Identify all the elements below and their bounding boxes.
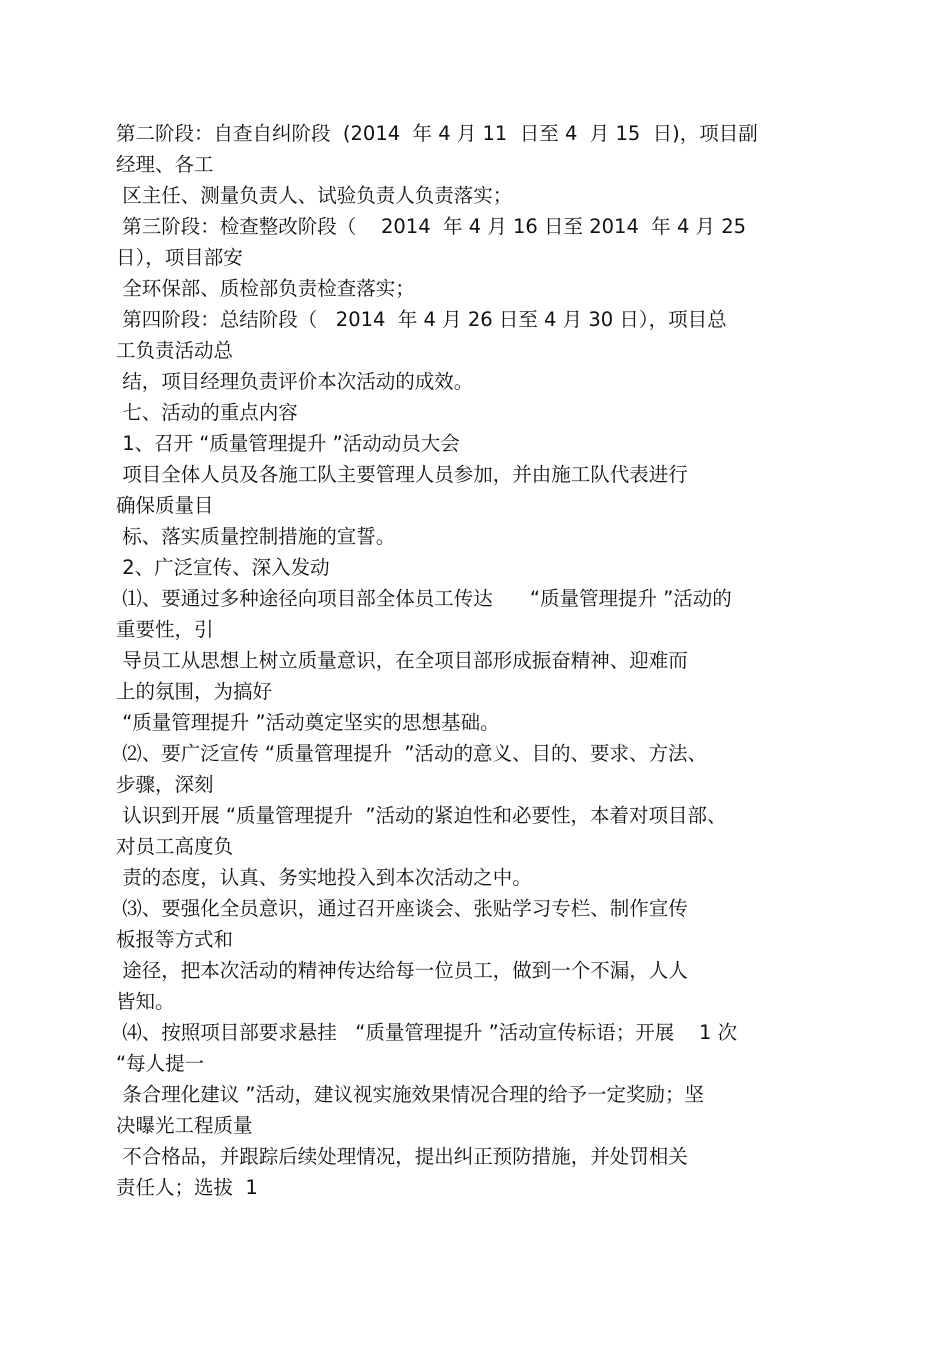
text-line: ⑵、要广泛宣传 “质量管理提升 ”活动的意义、目的、要求、方法、 (116, 742, 707, 765)
text-line: 全环保部、质检部负责检查落实； (116, 277, 415, 300)
text-line: ⑴、要通过多种途径向项目部全体员工传达 “质量管理提升 ”活动的 (116, 587, 732, 610)
text-line: 责任人；选拔 1 (116, 1176, 258, 1199)
text-line: “质量管理提升 ”活动奠定坚实的思想基础。 (116, 711, 500, 734)
text-line: 皆知。 (116, 990, 175, 1013)
text-line: 板报等方式和 (116, 928, 234, 951)
text-line: 标、落实质量控制措施的宣誓。 (116, 525, 396, 548)
text-line: 结，项目经理负责评价本次活动的成效。 (116, 370, 474, 393)
text-line: 工负责活动总 (116, 339, 234, 362)
text-line: 项目全体人员及各施工队主要管理人员参加，并由施工队代表进行 (116, 463, 688, 486)
text-line: 第四阶段：总结阶段（ 2014 年 4 月 26 日至 4 月 30 日），项目总 (116, 308, 727, 331)
text-line: 区主任、测量负责人、试验负责人负责落实； (116, 184, 513, 207)
text-line: 途径，把本次活动的精神传达给每一位员工，做到一个不漏，人人 (116, 959, 688, 982)
subsection-heading: 1、召开 “质量管理提升 ”活动动员大会 (116, 432, 460, 455)
text-line: 导员工从思想上树立质量意识，在全项目部形成振奋精神、迎难而 (116, 649, 688, 672)
section-heading: 七、活动的重点内容 (116, 401, 298, 424)
text-line: 第三阶段：检查整改阶段（ 2014 年 4 月 16 日至 2014 年 4 月 25 (116, 215, 747, 238)
text-line: 认识到开展 “质量管理提升 ”活动的紧迫性和必要性，本着对项目部、 (116, 804, 727, 827)
subsection-heading: 2、广泛宣传、深入发动 (116, 556, 330, 579)
text-line: 对员工高度负 (116, 835, 234, 858)
text-line: 确保质量目 (116, 494, 214, 517)
text-line: 第二阶段：自查自纠阶段 (2014 年 4 月 11 日至 4 月 15 日)，项目副 (116, 122, 758, 145)
text-line: 不合格品，并跟踪后续处理情况，提出纠正预防措施，并处罚相关 (116, 1145, 688, 1168)
text-line: 条合理化建议 ”活动，建议视实施效果情况合理的给予一定奖励；坚 (116, 1083, 704, 1106)
text-line: ⑶、要强化全员意识，通过召开座谈会、张贴学习专栏、制作宣传 (116, 897, 688, 920)
text-line: 责的态度，认真、务实地投入到本次活动之中。 (116, 866, 532, 889)
text-line: 重要性，引 (116, 618, 214, 641)
text-line: ⑷、按照项目部要求悬挂 “质量管理提升 ”活动宣传标语；开展 1 次 (116, 1021, 738, 1044)
text-line: 上的氛围，为搞好 (116, 680, 273, 703)
text-line: 步骤，深刻 (116, 773, 214, 796)
text-line: 日），项目部安 (116, 246, 243, 269)
text-line: “每人提一 (116, 1052, 205, 1075)
document-body (116, 118, 836, 1203)
text-line: 经理、各工 (116, 153, 214, 176)
text-line: 决曝光工程质量 (116, 1114, 253, 1137)
